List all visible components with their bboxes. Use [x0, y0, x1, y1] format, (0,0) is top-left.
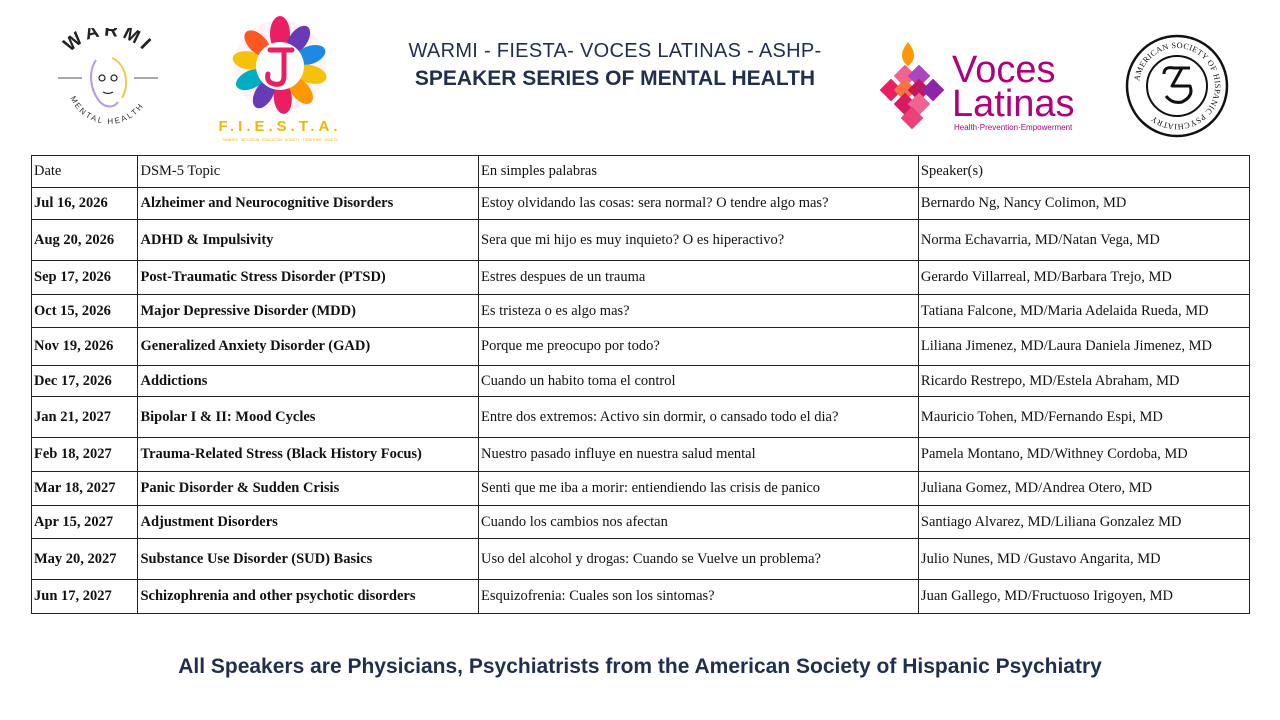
speakers-cell: Tatiana Falcone, MD/Maria Adelaida Rueda, MD	[918, 295, 1249, 328]
topic-cell: Major Depressive Disorder (MDD)	[138, 295, 479, 328]
topic-cell: Generalized Anxiety Disorder (GAD)	[138, 328, 479, 366]
table-row	[32, 220, 1250, 261]
footer-note: All Speakers are Physicians, Psychiatrists from the American Society of Hispanic Psychiatry	[178, 655, 1102, 678]
date-cell: Jun 17, 2027	[32, 580, 138, 614]
topic-cell: Panic Disorder & Sudden Crisis	[138, 472, 479, 506]
speakers-cell: Juan Gallego, MD/Fructuoso Irigoyen, MD	[918, 580, 1249, 614]
fiesta-logo	[198, 10, 363, 145]
date-cell: Aug 20, 2026	[32, 220, 138, 261]
header-title	[360, 40, 870, 91]
date-cell: Jul 16, 2026	[32, 188, 138, 220]
voces-wordmark-line2: Latinas	[952, 83, 1075, 125]
plain-words-cell: Es tristeza o es algo mas?	[479, 295, 919, 328]
date-cell: May 20, 2027	[32, 539, 138, 580]
warmi-wordmark: WARMI	[59, 28, 158, 57]
plain-words-cell: Uso del alcohol y drogas: Cuando se Vuelve un problema?	[479, 539, 919, 580]
topic-cell: Post-Traumatic Stress Disorder (PTSD)	[138, 261, 479, 295]
topic-cell: Adjustment Disorders	[138, 506, 479, 539]
speakers-cell: Mauricio Tohen, MD/Fernando Espi, MD	[918, 397, 1249, 438]
date-cell: Oct 15, 2026	[32, 295, 138, 328]
plain-words-cell: Sera que mi hijo es muy inquieto? O es hiperactivo?	[479, 220, 919, 261]
speakers-cell: Bernardo Ng, Nancy Colimon, MD	[918, 188, 1249, 220]
warmi-logo	[48, 28, 168, 140]
plain-words-cell: Esquizofrenia: Cuales son los sintomas?	[479, 580, 919, 614]
speakers-cell: Ricardo Restrepo, MD/Estela Abraham, MD	[918, 366, 1249, 397]
warmi-subtitle: MENTAL HEALTH	[68, 94, 146, 127]
topic-cell: Addictions	[138, 366, 479, 397]
speakers-cell: Pamela Montano, MD/Withney Cordoba, MD	[918, 438, 1249, 472]
table-row	[32, 506, 1250, 539]
plain-words-cell: Cuando un habito toma el control	[479, 366, 919, 397]
date-cell: Jan 21, 2027	[32, 397, 138, 438]
plain-words-cell: Entre dos extremos: Activo sin dormir, o cansado todo el dia?	[479, 397, 919, 438]
plain-words-cell: Porque me preocupo por todo?	[479, 328, 919, 366]
table-row	[32, 188, 1250, 220]
table-row	[32, 580, 1250, 614]
voces-latinas-logo	[868, 38, 1096, 136]
table-header-row	[32, 156, 1250, 188]
plain-words-cell: Estres despues de un trauma	[479, 261, 919, 295]
ashp-ring-text: AMERICAN SOCIETY OF HISPANIC PSYCHIATRY	[1132, 40, 1223, 132]
date-cell: Feb 18, 2027	[32, 438, 138, 472]
voces-tagline: Health·Prevention·Empowerment	[954, 123, 1073, 132]
column-header-topic: DSM-5 Topic	[138, 156, 479, 188]
speakers-cell: Norma Echavarria, MD/Natan Vega, MD	[918, 220, 1249, 261]
voces-wordmark-line1: Voces	[952, 49, 1056, 91]
header-title-line1: WARMI - FIESTA- VOCES LATINAS - ASHP-	[408, 40, 822, 62]
header-title-line2: SPEAKER SERIES OF MENTAL HEALTH	[414, 67, 816, 90]
date-cell: Sep 17, 2026	[32, 261, 138, 295]
plain-words-cell: Cuando los cambios nos afectan	[479, 506, 919, 539]
date-cell: Nov 19, 2026	[32, 328, 138, 366]
column-header-speakers: Speaker(s)	[918, 156, 1249, 188]
topic-cell: Substance Use Disorder (SUD) Basics	[138, 539, 479, 580]
topic-cell: Schizophrenia and other psychotic disorders	[138, 580, 479, 614]
table-row	[32, 539, 1250, 580]
date-cell: Apr 15, 2027	[32, 506, 138, 539]
date-cell: Dec 17, 2026	[32, 366, 138, 397]
fiesta-wordmark: F.I.E.S.T.A.	[218, 118, 342, 135]
speakers-cell: Gerardo Villarreal, MD/Barbara Trejo, MD	[918, 261, 1249, 295]
speakers-cell: Liliana Jimenez, MD/Laura Daniela Jimenez, MD	[918, 328, 1249, 366]
fiesta-tagline: FAMILIES · INCLUSION · EDUCATION · SOCIETY · TOGETHER · ADULTS	[222, 138, 338, 142]
table-row	[32, 472, 1250, 506]
table-row	[32, 397, 1250, 438]
table-row	[32, 295, 1250, 328]
topic-cell: ADHD & Impulsivity	[138, 220, 479, 261]
column-header-plain-words: En simples palabras	[479, 156, 919, 188]
speakers-cell: Julio Nunes, MD /Gustavo Angarita, MD	[918, 539, 1249, 580]
svg-text:MENTAL HEALTH	[68, 95, 146, 127]
ashp-seal-logo	[1124, 30, 1230, 142]
svg-text:WARMI	[60, 28, 157, 57]
date-cell: Mar 18, 2027	[32, 472, 138, 506]
plain-words-cell: Estoy olvidando las cosas: sera normal? O tendre algo mas?	[479, 188, 919, 220]
topic-cell: Bipolar I & II: Mood Cycles	[138, 397, 479, 438]
column-header-date: Date	[32, 156, 138, 188]
table-row	[32, 261, 1250, 295]
plain-words-cell: Senti que me iba a morir: entiendiendo las crisis de panico	[479, 472, 919, 506]
speakers-cell: Juliana Gomez, MD/Andrea Otero, MD	[918, 472, 1249, 506]
plain-words-cell: Nuestro pasado influye en nuestra salud mental	[479, 438, 919, 472]
table-row	[32, 438, 1250, 472]
topic-cell: Alzheimer and Neurocognitive Disorders	[138, 188, 479, 220]
speaker-schedule-table	[31, 155, 1250, 614]
table-row	[32, 328, 1250, 366]
table-row	[32, 366, 1250, 397]
speakers-cell: Santiago Alvarez, MD/Liliana Gonzalez MD	[918, 506, 1249, 539]
topic-cell: Trauma-Related Stress (Black History Focus)	[138, 438, 479, 472]
